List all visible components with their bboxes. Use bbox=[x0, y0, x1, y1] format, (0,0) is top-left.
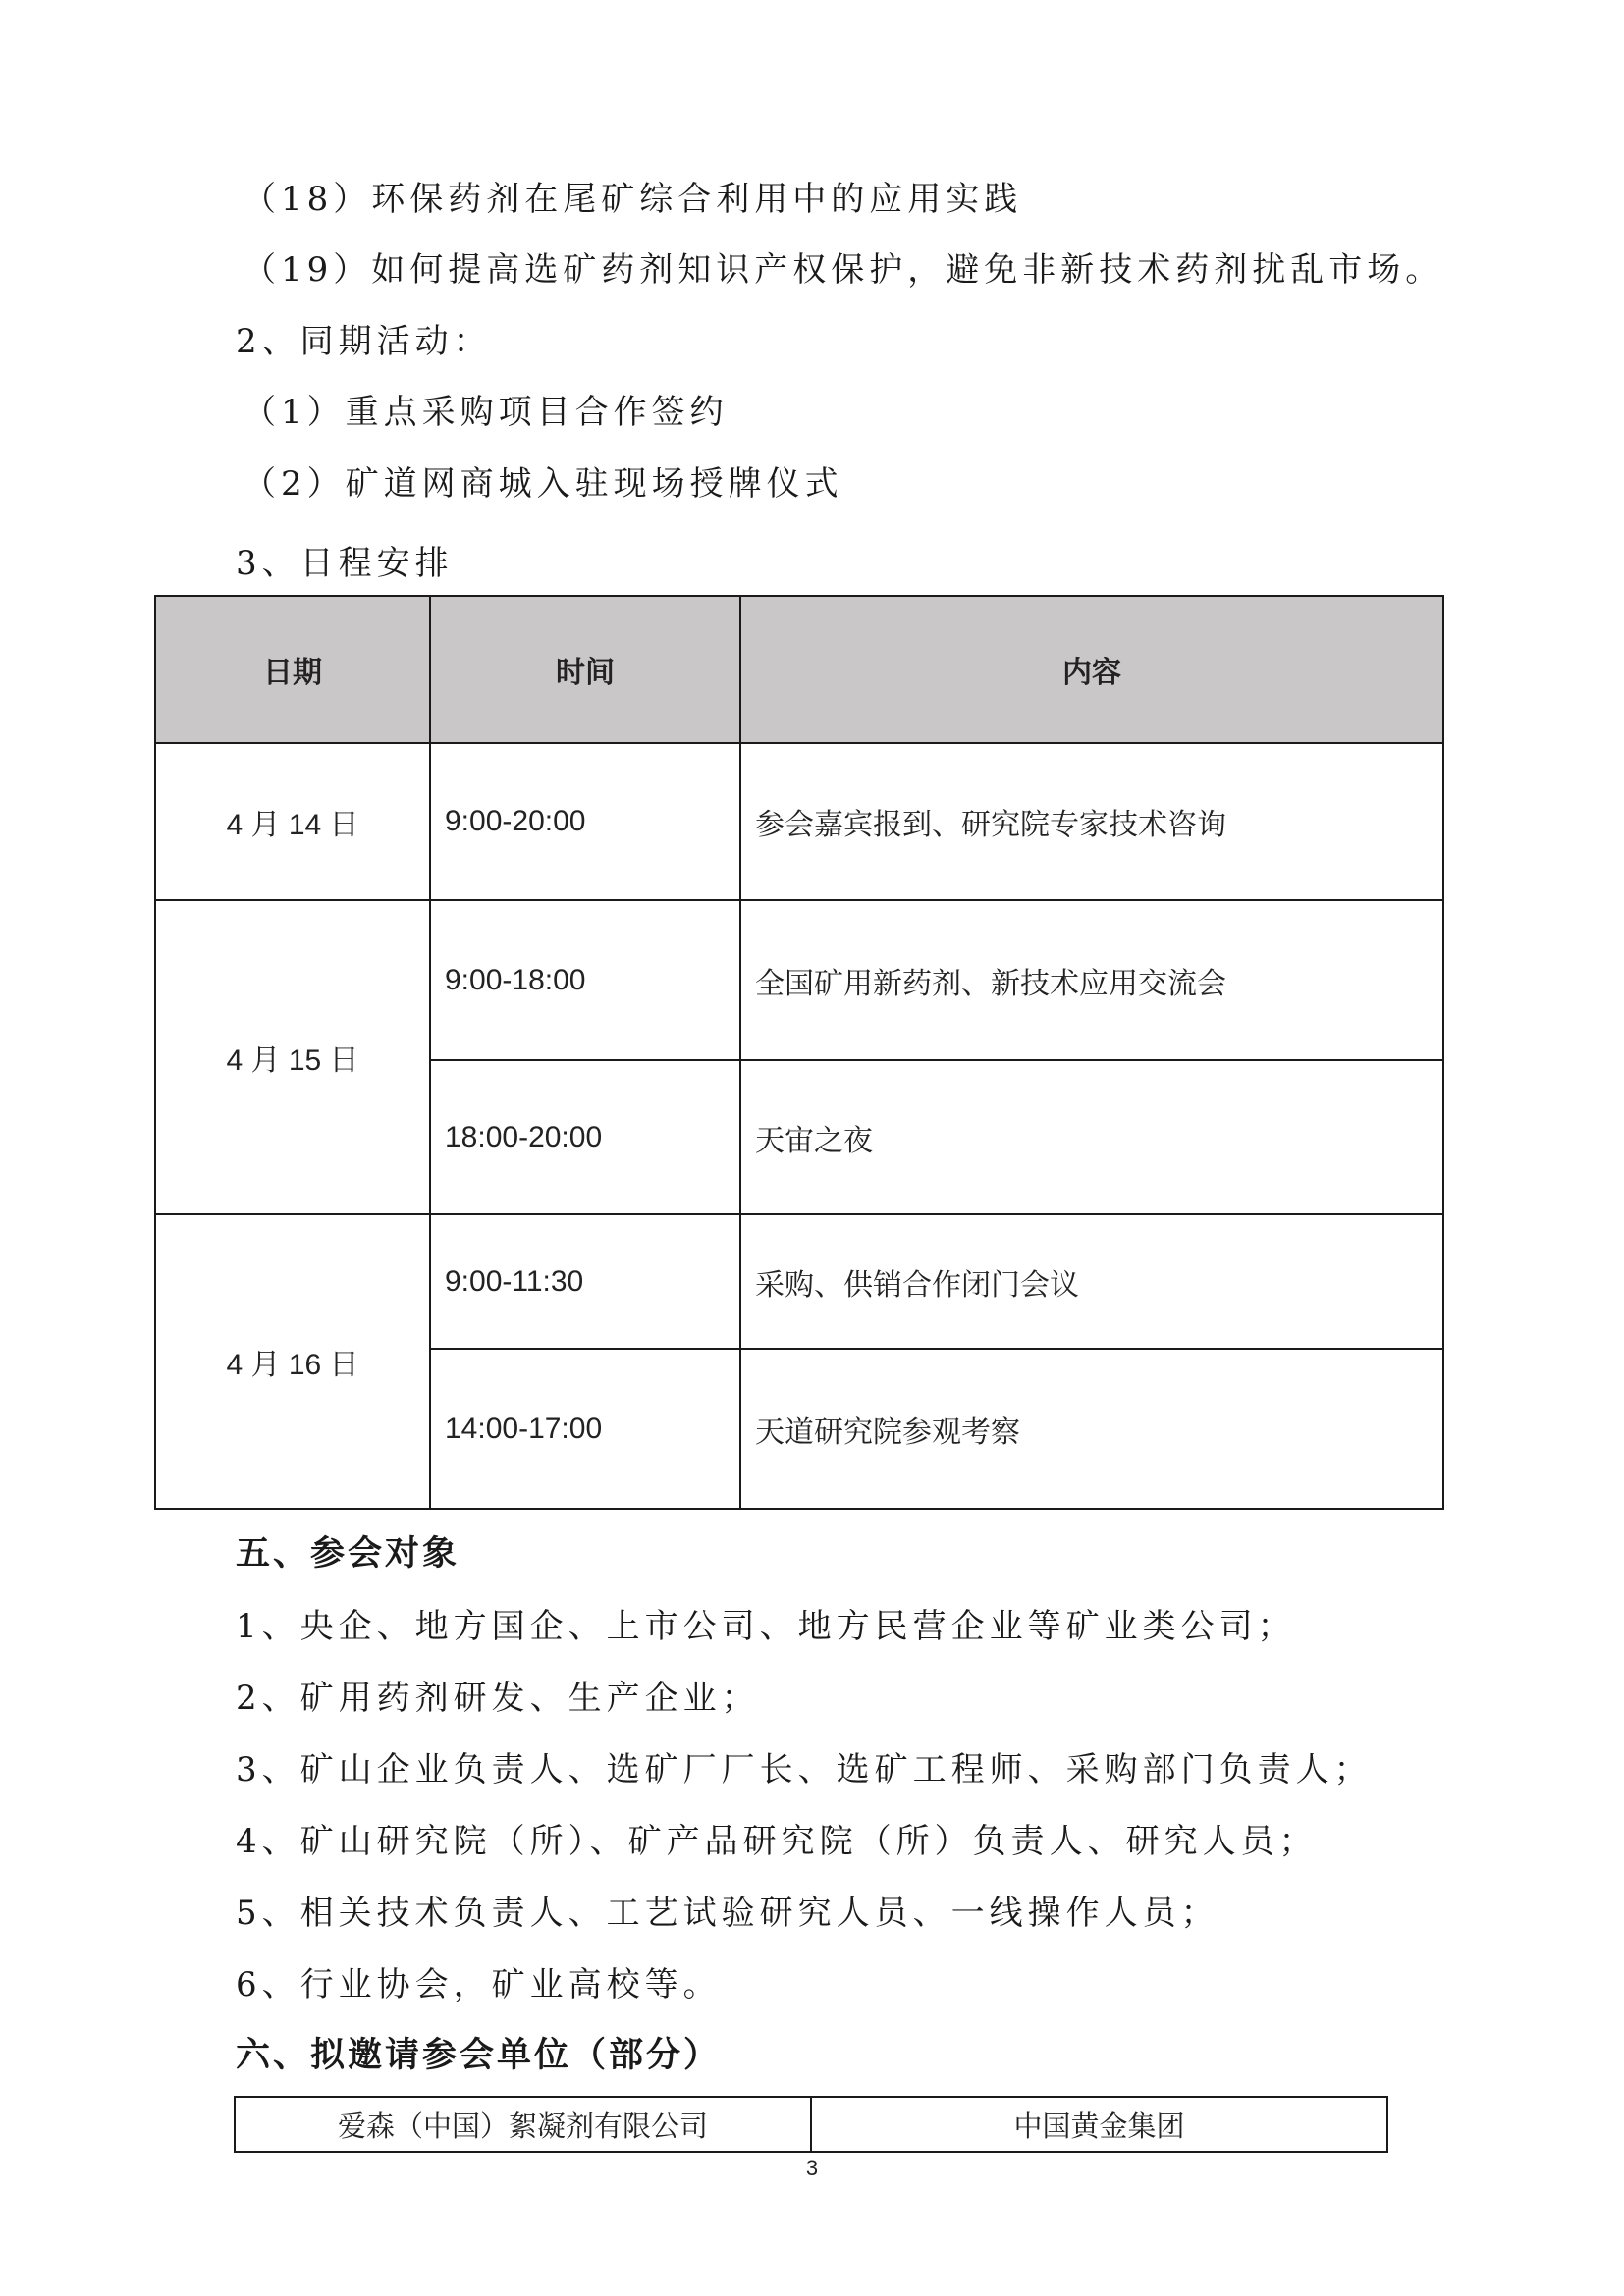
table-row bbox=[155, 1214, 1443, 1349]
activity-1: （1）重点采购项目合作签约 bbox=[243, 393, 729, 432]
section5-title: 五、参会对象 bbox=[236, 1534, 460, 1574]
content-cell: 参会嘉宾报到、研究院专家技术咨询 bbox=[740, 743, 1443, 900]
page-number: 3 bbox=[805, 2156, 819, 2180]
time-cell: 18:00-20:00 bbox=[430, 1060, 740, 1214]
unit-cell: 爱森（中国）絮凝剂有限公司 bbox=[235, 2097, 811, 2152]
content-cell: 天道研究院参观考察 bbox=[740, 1349, 1443, 1509]
content-cell: 采购、供销合作闭门会议 bbox=[740, 1214, 1443, 1349]
subheading-schedule: 3、日程安排 bbox=[236, 544, 454, 583]
schedule-table bbox=[154, 595, 1444, 1510]
subheading-activities: 2、同期活动： bbox=[236, 322, 492, 361]
header-time: 时间 bbox=[430, 596, 740, 743]
time-cell: 9:00-11:30 bbox=[430, 1214, 740, 1349]
attendee-item: 5、相关技术负责人、工艺试验研究人员、一线操作人员； bbox=[236, 1894, 1219, 1933]
table-row bbox=[155, 900, 1443, 1060]
time-cell: 9:00-18:00 bbox=[430, 900, 740, 1060]
table-header-row bbox=[155, 596, 1443, 743]
content-cell: 全国矿用新药剂、新技术应用交流会 bbox=[740, 900, 1443, 1060]
attendee-item: 2、矿用药剂研发、生产企业； bbox=[236, 1679, 760, 1718]
time-cell: 9:00-20:00 bbox=[430, 743, 740, 900]
time-cell: 14:00-17:00 bbox=[430, 1349, 740, 1509]
activity-2: （2）矿道网商城入驻现场授牌仪式 bbox=[243, 464, 843, 504]
item-19: （19）如何提高选矿药剂知识产权保护，避免非新技术药剂扰乱市场。 bbox=[243, 250, 1444, 290]
table-row bbox=[155, 743, 1443, 900]
header-date: 日期 bbox=[155, 596, 430, 743]
attendee-item: 1、央企、地方国企、上市公司、地方民营企业等矿业类公司； bbox=[236, 1607, 1296, 1646]
date-cell: 4 月 15 日 bbox=[155, 900, 430, 1214]
date-cell: 4 月 14 日 bbox=[155, 743, 430, 900]
item-18: （18）环保药剂在尾矿综合利用中的应用实践 bbox=[243, 180, 1023, 219]
attendee-item: 4、矿山研究院（所）、矿产品研究院（所）负责人、研究人员； bbox=[236, 1822, 1318, 1861]
unit-cell: 中国黄金集团 bbox=[811, 2097, 1387, 2152]
units-table bbox=[234, 2096, 1388, 2153]
header-content: 内容 bbox=[740, 596, 1443, 743]
date-cell: 4 月 16 日 bbox=[155, 1214, 430, 1509]
content-cell: 天宙之夜 bbox=[740, 1060, 1443, 1214]
section6-title: 六、拟邀请参会单位（部分） bbox=[236, 2036, 722, 2075]
attendee-item: 6、行业协会，矿业高校等。 bbox=[236, 1965, 722, 2004]
attendee-item: 3、矿山企业负责人、选矿厂厂长、选矿工程师、采购部门负责人； bbox=[236, 1750, 1373, 1789]
table-row bbox=[235, 2097, 1387, 2152]
